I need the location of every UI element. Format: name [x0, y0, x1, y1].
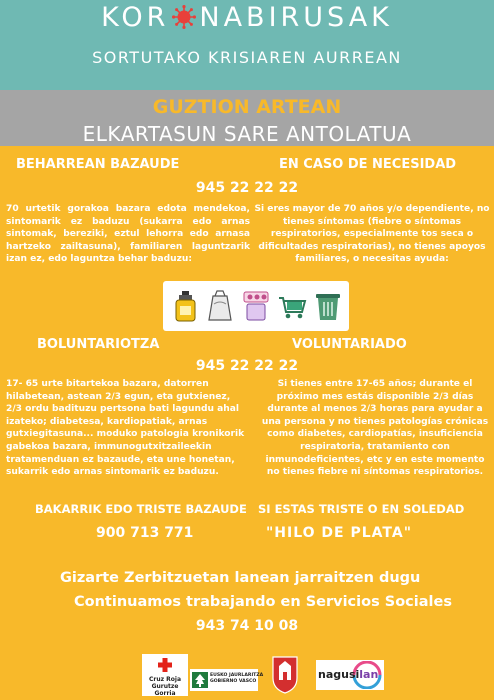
volunteer-es-line: como diabetes, cardiopatías, insuficiencia	[267, 429, 483, 440]
shopping-cart-icon	[277, 290, 307, 322]
coronavirus-icon	[172, 5, 196, 29]
nagusilan-text-b: lan	[359, 668, 379, 681]
volunteer-es-line: Si tienes entre 17-65 años; durante el	[277, 379, 473, 389]
need-es-line: Si eres mayor de 70 años y/o dependiente, no	[254, 204, 490, 214]
need-eu-line: sintomak, bereziki, eztul lehorra edo arnasa	[6, 229, 250, 240]
need-eu-heading: BEHARREAN BAZAUDE	[16, 157, 180, 172]
services-icon-strip	[163, 281, 349, 331]
need-es-text	[254, 203, 490, 266]
volunteer-es-text	[258, 378, 492, 479]
social-es-text: Continuamos trabajando en Servicios Sociales	[74, 594, 452, 610]
volunteer-es-line: no tienes fiebre ni síntomas respiratorios.	[266, 467, 484, 478]
gov-line-1: EUSKO JAURLARITZA	[210, 673, 264, 678]
social-phone: 943 74 10 08	[195, 618, 299, 634]
nagusilan-logo	[316, 660, 384, 690]
volunteer-eu-line: sukarrik edo arnas sintomarik ez baduzu.	[6, 467, 219, 478]
lonely-program: "HILO DE PLATA"	[266, 525, 412, 541]
volunteer-es-line: próximo mes estás disponible 2/3 días	[276, 391, 474, 402]
lonely-eu-heading: BAKARRIK EDO TRISTE BAZAUDE	[35, 502, 247, 516]
brand-title	[0, 2, 494, 32]
volunteer-es-line: una persona y no tienes patologías crónicas	[261, 416, 489, 427]
pill-box-icon	[241, 290, 271, 322]
volunteer-es-heading: VOLUNTARIADO	[292, 337, 407, 352]
need-eu-line: 70 urtetik gorakoa bazara edota mendekoa,	[6, 204, 250, 214]
volunteer-eu-heading: BOLUNTARIOTZA	[37, 337, 160, 352]
bread-bag-icon	[205, 290, 235, 322]
need-es-line: tienes síntomas (fiebre o síntomas	[282, 216, 462, 227]
volunteer-eu-line: tratamenduan ez bazaude, eta une honetan,	[6, 454, 235, 465]
volunteer-eu-text	[6, 378, 258, 479]
brand-left: KOR	[101, 2, 170, 33]
volunteer-eu-line: gabekoa bazara, immunogutxitzaileekin	[6, 441, 212, 452]
social-eu-text: Gizarte Zerbitzuetan lanean jarraitzen dugu	[60, 570, 421, 586]
need-eu-line: sintomarik ez baduzu (sukarra edo arnas	[6, 216, 250, 227]
waste-bin-icon	[313, 290, 343, 322]
red-cross-line-2: Gurutze Gorria	[151, 683, 179, 697]
subtitle: SORTUTAKO KRISIAREN AURREAN	[92, 48, 402, 67]
red-cross-icon	[157, 657, 173, 673]
volunteer-eu-line: gutxiegitasuna... moduko patologia kronikorik	[6, 429, 245, 440]
gov-line-2: GOBIERNO VASCO	[210, 679, 257, 684]
nagusilan-text-a: nagusi	[318, 668, 360, 681]
volunteer-es-line: inmunodeficientes, etc y en este momento	[265, 454, 485, 465]
need-eu-text	[6, 203, 250, 266]
basque-government-logo	[190, 669, 264, 691]
banner-line-1: GUZTION ARTEAN	[152, 96, 342, 118]
banner-line-2: ELKARTASUN SARE ANTOLATUA	[82, 122, 412, 146]
lonely-phone: 900 713 771	[96, 525, 194, 541]
shield-icon	[271, 654, 299, 694]
need-es-line: dificultades respiratorias), no tienes apoyos	[258, 241, 486, 252]
need-eu-line: izan ez, edo laguntza behar baduzu:	[6, 254, 192, 265]
municipal-shield-logo	[271, 654, 299, 694]
lonely-es-heading: SI ESTAS TRISTE O EN SOLEDAD	[258, 502, 465, 516]
volunteer-eu-line: izateko; diabetesa, kardiopatiak, arnas	[6, 416, 208, 427]
need-es-heading: EN CASO DE NECESIDAD	[279, 157, 457, 172]
volunteer-eu-line: 17- 65 urte bitartekoa bazara, datorren	[6, 379, 209, 389]
need-es-line: familiares, o necesitas ayuda:	[295, 254, 449, 265]
volunteer-es-line: durante al menos 2/3 horas para ayudar a	[267, 404, 483, 415]
volunteer-eu-line: 2/3 ordu badituzu pertsona bati lagundu ahal	[6, 404, 239, 415]
need-phone: 945 22 22 22	[195, 180, 299, 196]
need-eu-line: hartzeko zailtasuna), familiaren laguntzarik	[6, 241, 250, 252]
hand-sanitizer-icon	[170, 290, 200, 322]
basque-tree-emblem-icon	[192, 672, 208, 688]
red-cross-logo	[142, 654, 188, 696]
brand-right: NABIRUSAK	[199, 2, 393, 33]
red-cross-line-1: Cruz Roja	[148, 676, 182, 683]
volunteer-es-line: respiratoria, tratamiento con	[300, 441, 450, 452]
need-es-line: respiratorios, especialmente tos seca o	[270, 229, 474, 240]
volunteer-eu-line: hilabetean, astean 2/3 egun, eta gutxienez,	[6, 391, 231, 402]
volunteer-phone: 945 22 22 22	[195, 358, 299, 374]
